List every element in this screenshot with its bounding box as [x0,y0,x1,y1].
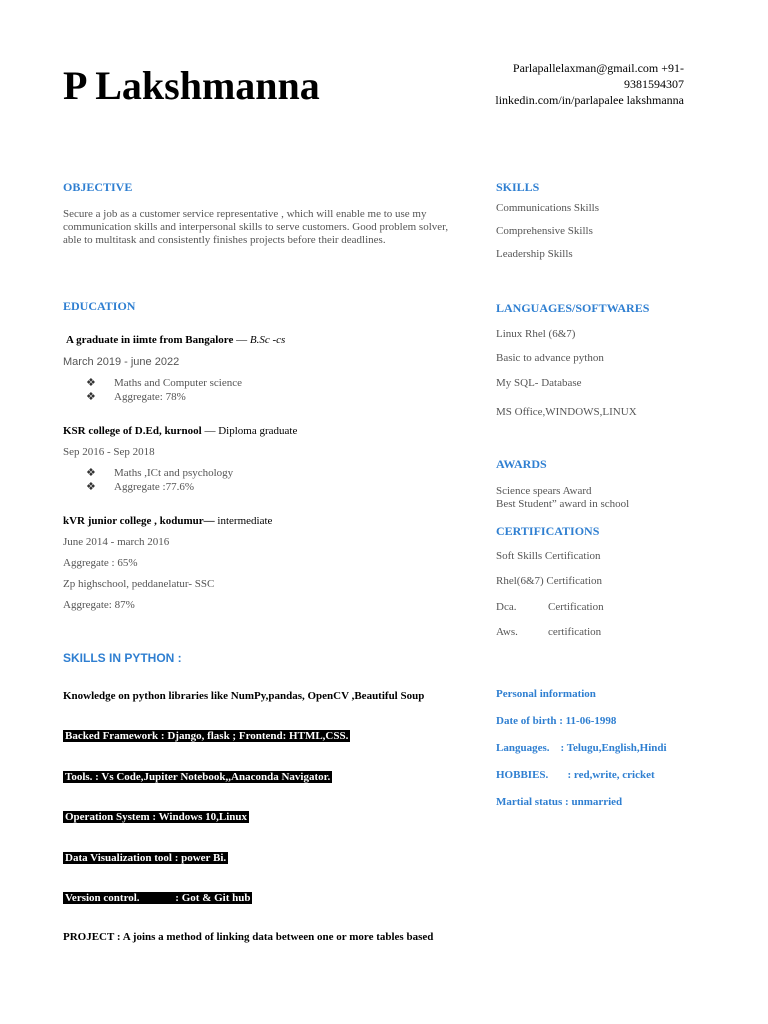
edu-entry-2-heading [63,424,297,438]
bullet-icon: ❖ [86,391,96,403]
skills-title: SKILLS [496,180,540,194]
skill-item: Leadership Skills [496,248,573,260]
education-title: EDUCATION [63,299,136,313]
edu-2-bullets [86,466,233,494]
bullet-icon: ❖ [86,377,96,389]
objective-title: OBJECTIVE [63,180,133,194]
contact-block [444,60,684,108]
personal-info-title: Personal information [496,688,596,700]
edu-1-degree: B.Sc -cs [249,334,286,346]
edu-1-dates: March 2019 - june 2022 [63,356,180,368]
edu-3-separator: — [203,515,218,527]
edu-2-institution: KSR college of D.Ed, kurnool [63,425,202,437]
school-name: Zp highschool, peddanelatur- SSC [63,578,215,590]
language-item: MS Office,WINDOWS,LINUX [496,406,637,418]
python-item-version-control [63,888,252,906]
certification-item: Aws. certification [496,626,602,638]
list-item: ❖ Aggregate: 78% [86,391,186,403]
edu-3-institution: kVR junior college , kodumur [63,515,204,527]
certification-item: Dca. Certification [496,601,604,613]
certification-item: Soft Skills Certification [496,550,601,562]
edu-1-separator: — [233,334,250,346]
edu-2-dates: Sep 2016 - Sep 2018 [63,446,155,458]
award-item: Best Student” award in school [496,498,630,510]
edu-entry-3-heading [63,514,272,528]
skill-item: Communications Skills [496,202,599,214]
objective-text: Secure a job as a customer service representative , which will enable me to use my communication skills and interpersonal skills to serve customers. Good problem solver, able to multitask and consistently finishes projects before their deadlines. [63,208,449,246]
contact-linkedin: linkedin.com/in/parlapalee lakshmanna [495,93,684,107]
personal-marital: Martial status : unmarried [496,796,623,808]
bullet-icon: ❖ [86,467,96,479]
edu-2-separator: — [201,425,219,437]
certifications-title: CERTIFICATIONS [496,524,600,538]
personal-dob: Date of birth : 11-06-1998 [496,715,617,727]
edu-3-dates: June 2014 - march 2016 [63,536,170,548]
python-skills-title: SKILLS IN PYTHON : [63,651,182,665]
personal-languages: Languages. : Telugu,English,Hindi [496,742,667,754]
awards-title: AWARDS [496,457,547,471]
contact-phone-cont: 9381594307 [624,77,684,91]
edu-2-degree: Diploma graduate [218,425,298,437]
language-item: My SQL- Database [496,377,582,389]
edu-3-aggregate: Aggregate : 65% [63,557,138,569]
python-item-tools [63,767,332,785]
highlighted-text: Data Visualization tool : power Bi. [65,852,227,864]
bullet-icon: ❖ [86,481,96,493]
list-item: ❖ Maths and Computer science [86,377,242,389]
list-item: ❖ Aggregate :77.6% [86,481,195,493]
highlighted-text: Version control. : Got & Git hub [65,892,251,904]
python-item-frameworks [63,726,350,744]
highlighted-text: Operation System : Windows 10,Linux [65,811,248,823]
school-aggregate: Aggregate: 87% [63,599,135,611]
highlighted-text: Backed Framework : Django, flask ; Frontend: HTML,CSS. [65,730,349,742]
candidate-name: P Lakshmanna [63,63,320,108]
certification-item: Rhel(6&7) Certification [496,575,602,587]
contact-email-phone: Parlapallelaxman@gmail.com +91- [512,61,684,75]
edu-entry-1-heading [66,333,285,347]
edu-3-degree: intermediate [217,515,273,527]
edu-1-institution: A graduate in iimte from Bangalore [66,334,234,346]
highlighted-text: Tools. : Vs Code,Jupiter Notebook,,Anaconda Navigator. [65,771,331,783]
award-item: Science spears Award [496,485,592,497]
python-item-os [63,807,249,825]
skill-item: Comprehensive Skills [496,225,593,237]
list-item: ❖ Maths ,ICt and psychology [86,467,234,479]
python-item-dataviz [63,848,228,866]
project-line: PROJECT : A joins a method of linking data between one or more tables based [63,931,434,943]
edu-1-bullets [86,376,242,404]
language-item: Linux Rhel (6&7) [496,328,576,340]
personal-hobbies: HOBBIES. : red,write, cricket [496,769,655,781]
language-item: Basic to advance python [496,352,604,364]
languages-title: LANGUAGES/SOFTWARES [496,301,650,315]
python-knowledge: Knowledge on python libraries like NumPy,pandas, OpenCV ,Beautiful Soup [63,690,425,702]
